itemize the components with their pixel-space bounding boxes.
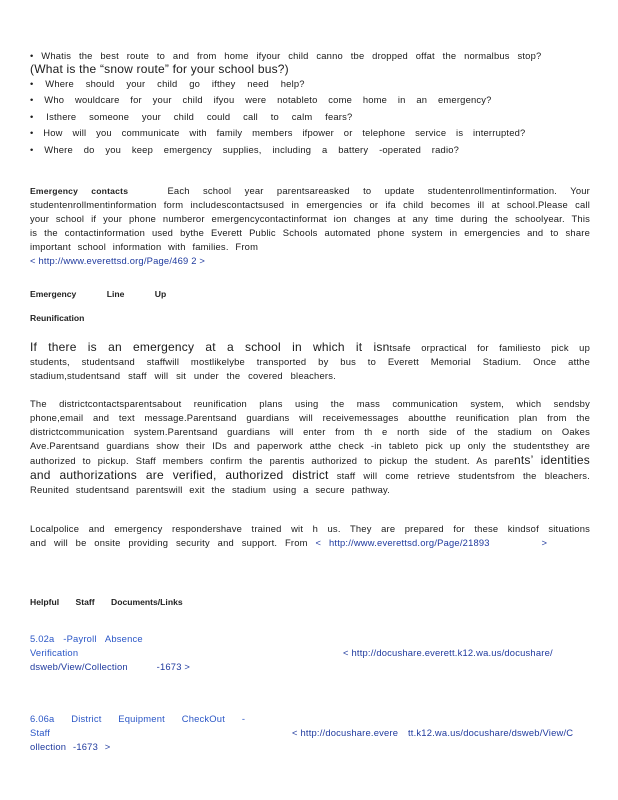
- question-item: • Where do you keep emergency supplies, including a battery -operated radio?: [30, 143, 460, 155]
- doc2-url-part2[interactable]: tt.k12.wa.us/docushare/dsweb/View/C: [408, 727, 574, 738]
- emergency-contacts-section: [30, 184, 590, 268]
- doc-link-payroll[interactable]: [30, 632, 590, 674]
- process-text-b: staff will come retrieve studentsfrom the bleachers. Reunited studentsand parentswill exit the stadium using a secure pathway.: [30, 470, 590, 495]
- intro-small-text: tsafe orpractical for familiesto pick up students, studentsand staffwill mostlikelybe transported by bus to Everett Memorial Stadium. Once atthe stadium,studentsand staff will sit under the covered bleachers.: [30, 342, 590, 381]
- line-up-title: Emergency Line Up: [30, 289, 167, 299]
- reunification-link-end: >: [541, 537, 548, 548]
- reunification-title: Reunification: [30, 313, 85, 323]
- doc1-url-part1[interactable]: < http://docushare.everett.k12.wa.us/docushare/: [343, 647, 553, 658]
- helpful-staff-title: Helpful Staff Documents/Links: [30, 597, 183, 607]
- emergency-contacts-link[interactable]: < http://www.everettsd.org/Page/469 2 >: [30, 255, 206, 266]
- question-item: • Isthere someone your child could call to calm fears?: [30, 110, 353, 122]
- question-subtitle: (What is the “snow route” for your school bus?): [30, 61, 289, 76]
- question-item: • How will you communicate with family members ifpower or telephone service is interrupted?: [30, 127, 526, 139]
- doc1-url-part2[interactable]: dsweb/View/Collection: [30, 661, 128, 672]
- process-text-a: The districtcontactsparentsabout reunification plans using the mass communication system, which sendsby phone,email and text message.Parentsand guardians will receivemessages aboutthe reunification plan from the districtcommunication system.Parentsand guardians will enter from th e north side of the stadium on Oakes Ave.Parentsand guardians show their IDs and paperwork atthe check -in tableto pick up only the studentsthey are authorized to pickup. Staff members confirm the parentis authorized to pickup the student. As pare: [30, 398, 590, 466]
- doc1-title-cont[interactable]: Verification: [30, 647, 79, 658]
- question-item: • Who wouldcare for your child ifyou were notableto come home in an emergency?: [30, 94, 492, 106]
- question-item: • Whatis the best route to and from home ifyour child canno tbe dropped offat the normalbus stop?: [30, 50, 542, 61]
- doc2-url-part3[interactable]: ollection -1673 >: [30, 741, 111, 752]
- doc2-url-part1[interactable]: < http://docushare.evere: [292, 727, 399, 738]
- reunification-link[interactable]: < http://www.everettsd.org/Page/21893: [315, 537, 490, 548]
- police-text: Localpolice and emergency respondershave trained wit h us. They are prepared for these kindsof situations and will be onsite providing security and support. From: [30, 523, 590, 548]
- emergency-line-up-heading: [30, 284, 590, 302]
- reunification-process: [30, 397, 590, 497]
- emergency-contacts-label: Emergency contacts: [30, 186, 129, 196]
- doc1-title[interactable]: 5.02a -Payroll Absence: [30, 633, 143, 644]
- doc-link-equipment[interactable]: [30, 712, 590, 754]
- emergency-contacts-body: Each school year parentsareasked to update studentenrollmentinformation. Your studentenrollmentinformation form includescontactsused in emergencies or ifa child becomes ill at school.Please call your school if your phone numberor emergencycontactinformat ion changes at any time during the schoolyear. This is the contactinformation used bythe Everett Public Schools automated phone system in emergencies and to share important school information with families. From: [30, 185, 590, 252]
- reunification-intro: [30, 340, 590, 383]
- reunification-heading: [30, 308, 590, 326]
- doc1-url-part3[interactable]: -1673 >: [156, 661, 191, 672]
- reunification-police: [30, 522, 590, 550]
- doc2-title-cont[interactable]: Staff: [30, 727, 51, 738]
- question-list: [30, 48, 590, 159]
- process-large-text: nts’ identities and authorizations are verified, authorized district: [30, 453, 590, 482]
- question-item: • Where should your child go ifthey need help?: [30, 77, 305, 89]
- doc2-title[interactable]: 6.06a District Equipment CheckOut -: [30, 713, 246, 724]
- intro-large-text: If there is an emergency at a school in which it isn: [30, 340, 390, 354]
- helpful-staff-heading: [30, 592, 590, 610]
